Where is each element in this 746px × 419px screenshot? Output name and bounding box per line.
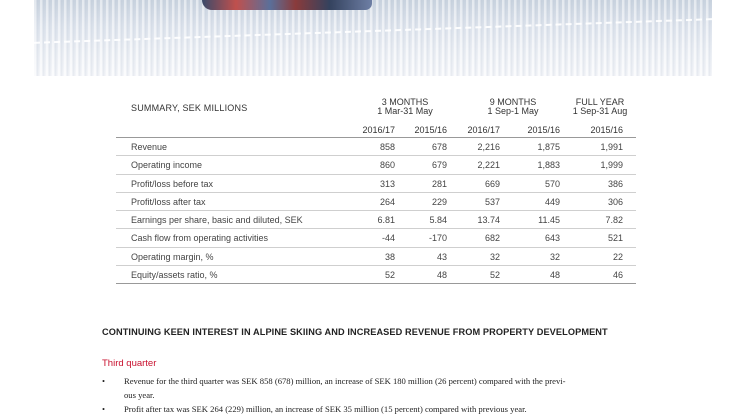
table-cell: 537: [484, 196, 500, 207]
summary-title: SUMMARY, SEK MILLIONS: [131, 103, 248, 113]
table-cell: 38: [384, 251, 395, 262]
year-col-1: 2016/17: [362, 125, 395, 135]
bullet-list: [102, 374, 682, 416]
table-cell: 13.74: [477, 215, 500, 226]
table-cell: 858: [379, 142, 395, 152]
table-cell: 1,883: [537, 160, 560, 171]
bullet-text-line: ous year.: [124, 390, 155, 400]
table-cell: -170: [428, 233, 447, 244]
row-label: Revenue: [131, 142, 168, 152]
table-cell: 1,999: [600, 160, 623, 171]
bullet-icon: •: [102, 404, 106, 414]
table-cell: 229: [431, 196, 447, 207]
table-cell: 52: [489, 270, 500, 281]
bullet-icon: •: [102, 376, 106, 386]
row-label: Equity/assets ratio, %: [131, 270, 218, 281]
table-cell: 313: [379, 178, 395, 189]
table-cell: 1,991: [600, 142, 623, 152]
year-header-row: [116, 120, 636, 138]
row-label: Profit/loss before tax: [131, 178, 214, 189]
table-cell: 52: [384, 270, 395, 281]
table-cell: 48: [436, 270, 447, 281]
table-row: [116, 211, 636, 229]
table-cell: 281: [431, 178, 447, 189]
table-cell: -44: [381, 233, 395, 244]
year-col-2: 2015/16: [414, 125, 447, 135]
table-cell: 306: [607, 196, 623, 207]
table-row: [116, 156, 636, 174]
table-cell: 48: [549, 270, 560, 281]
summary-header: [116, 96, 636, 120]
table-row: [116, 248, 636, 266]
year-col-5: 2015/16: [590, 125, 623, 135]
list-item: [102, 402, 682, 416]
table-cell: 264: [379, 196, 395, 207]
table-cell: 570: [544, 178, 560, 189]
table-cell: 521: [607, 233, 623, 244]
section-subheading: Third quarter: [102, 358, 157, 369]
row-label: Earnings per share, basic and diluted, SEK: [131, 215, 303, 226]
table-cell: 43: [436, 251, 447, 262]
table-cell: 2,221: [477, 160, 500, 171]
table-row: [116, 229, 636, 247]
table-cell: 32: [549, 251, 560, 262]
table-row: [116, 193, 636, 211]
table-row: [116, 266, 636, 284]
table-cell: 669: [484, 178, 500, 189]
table-cell: 11.45: [538, 215, 560, 226]
table-cell: 7.82: [605, 215, 623, 226]
table-cell: 449: [544, 196, 560, 207]
table-cell: 679: [431, 160, 447, 171]
period-header-3m: 3 MONTHS 1 Mar-31 May: [377, 97, 433, 116]
period-header-full-year: FULL YEAR 1 Sep-31 Aug: [572, 97, 628, 116]
table-row: [116, 175, 636, 193]
table-cell: 6.81: [377, 215, 395, 226]
table-body: [116, 138, 636, 284]
table-cell: 32: [489, 251, 500, 262]
table-cell: 860: [379, 160, 395, 171]
table-cell: 678: [431, 142, 447, 152]
bullet-text-line: Profit after tax was SEK 264 (229) million, an increase of SEK 35 million (15 percent) compared with previous year.: [124, 404, 527, 414]
table-cell: 1,875: [537, 142, 560, 152]
summary-table: [116, 96, 636, 284]
table-row: [116, 138, 636, 156]
table-cell: 386: [607, 178, 623, 189]
period-header-9m: 9 MONTHS 1 Sep-1 May: [487, 97, 539, 116]
table-cell: 46: [612, 270, 623, 281]
row-label: Profit/loss after tax: [131, 196, 206, 207]
table-cell: 5.84: [429, 215, 447, 226]
year-col-4: 2015/16: [527, 125, 560, 135]
row-label: Cash flow from operating activities: [131, 233, 269, 244]
table-cell: 643: [544, 233, 560, 244]
ski-slope-photo: [34, 0, 712, 76]
table-cell: 2,216: [477, 142, 500, 152]
section-headline: CONTINUING KEEN INTEREST IN ALPINE SKIING AND INCREASED REVENUE FROM PROPERTY DEVELOPMENT: [102, 327, 608, 337]
year-col-3: 2016/17: [467, 125, 500, 135]
bullet-text-line: Revenue for the third quarter was SEK 858 (678) million, an increase of SEK 180 million (26 percent) compared with the previ-: [124, 376, 566, 386]
table-cell: 682: [484, 233, 500, 244]
row-label: Operating margin, %: [131, 251, 214, 262]
list-item: [102, 374, 682, 402]
table-cell: 22: [612, 251, 623, 262]
row-label: Operating income: [131, 160, 203, 171]
skiers-crowd: [202, 0, 372, 10]
